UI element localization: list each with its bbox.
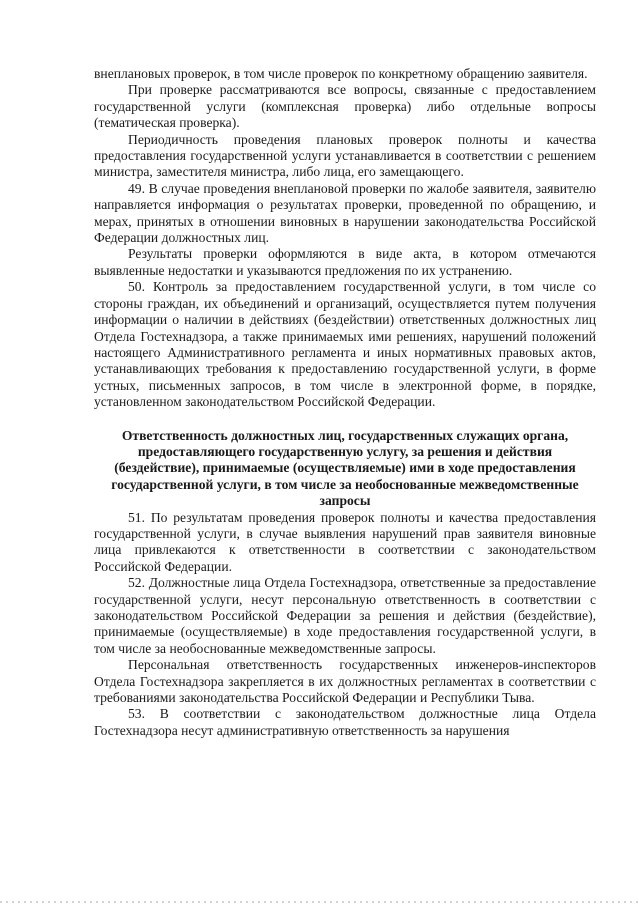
paragraph-52: 52. Должностные лица Отдела Гостехнадзора, ответственные за предоставление государственной услуги, несут персональную ответственность в соответствии с законодательством Российской Федерации за решения и действия (бездействие), принимаемые (осуществляемые) в ходе предоставления государственной услуги, в том числе за необоснованные межведомственные запросы. — [94, 575, 596, 656]
scan-edge-artifact — [0, 901, 639, 903]
paragraph-scope: При проверке рассматриваются все вопросы, связанные с предоставлением государственной услуги (комплексная проверка) либо отдельные вопросы (тематическая проверка). — [94, 82, 596, 131]
paragraph-personal-responsibility: Персональная ответственность государственных инженеров-инспекторов Отдела Гостехнадзора закрепляется в их должностных регламентах в соответствии с требованиями законодательства Российской Федерации и Республики Тыва. — [94, 657, 596, 706]
document-page — [94, 66, 596, 739]
paragraphs-top — [94, 66, 596, 411]
section-heading-responsibility: Ответственность должностных лиц, государственных служащих органа, предоставляющего государственную услугу, за решения и действия (бездействие), принимаемые (осуществляемые) ими в ходе предоставления государственной услуги, в том числе за необоснованные межведомственные запросы — [111, 427, 579, 509]
paragraph-50: 50. Контроль за предоставлением государственной услуги, в том числе со стороны граждан, их объединений и организаций, осуществляется путем получения информации о наличии в действиях (бездействии) ответственных должностных лиц Отдела Гостехнадзора, а также принимаемых ими решениях, нарушений положений настоящего Административного регламента и иных нормативных правовых актов, устанавливающих требования к предоставлению государственной услуги, в форме устных, письменных запросов, в том числе в электронной форме, в порядке, установленном законодательством Российской Федерации. — [94, 279, 596, 410]
paragraph-periodicity: Периодичность проведения плановых проверок полноты и качества предоставления государственной услуги устанавливается в соответствии с решением министра, заместителя министра, либо лица, его замещающего. — [94, 131, 596, 180]
paragraph-53: 53. В соответствии с законодательством должностные лица Отдела Гостехнадзора несут административную ответственность за нарушения — [94, 706, 596, 738]
paragraph-49: 49. В случае проведения внеплановой проверки по жалобе заявителя, заявителю направляется информация о результатах проверки, проведенной по обращению, и мерах, принятых в отношении виновных в нарушении законодательства Российской Федерации должностных лиц. — [94, 180, 596, 246]
paragraphs-bottom — [94, 510, 596, 740]
paragraph-continuation: внеплановых проверок, в том числе проверок по конкретному обращению заявителя. — [94, 66, 588, 81]
paragraph-results: Результаты проверки оформляются в виде акта, в котором отмечаются выявленные недостатки и указываются предложения по их устранению. — [94, 246, 596, 278]
paragraph-51: 51. По результатам проведения проверок полноты и качества предоставления государственной услуги, в случае выявления нарушений прав заявителя виновные лица привлекаются к ответственности в соответствии с законодательством Российской Федерации. — [94, 509, 596, 574]
